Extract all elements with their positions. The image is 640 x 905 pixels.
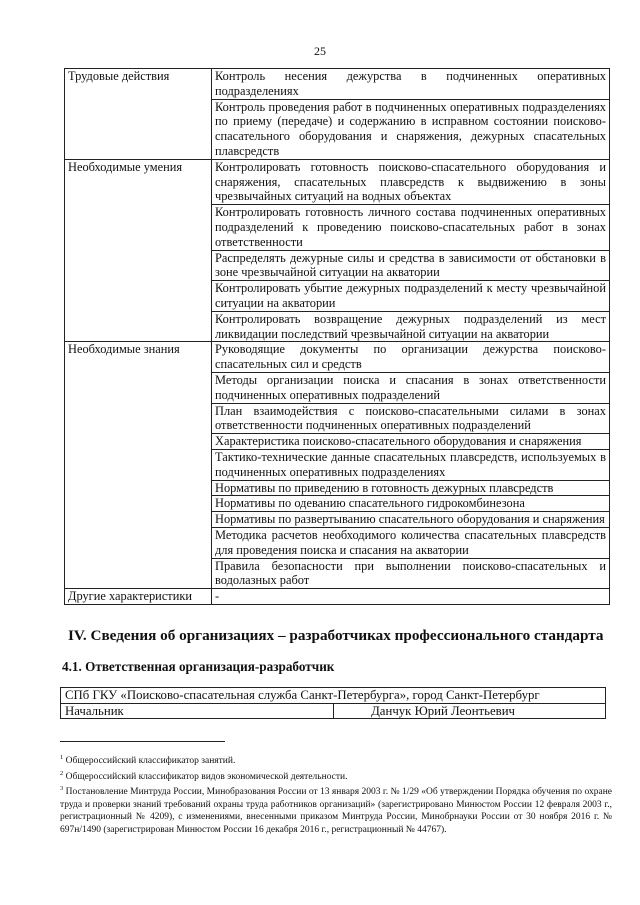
footnote-mark: 1 [60,754,64,761]
table-row [65,159,610,204]
row-category-label: Необходимые знания [65,342,212,589]
table-row [65,342,610,373]
row-category-label: Необходимые умения [65,159,212,342]
table-row [65,69,610,100]
row-item-text: Нормативы по приведению в готовность дежурных плавсредств [212,480,610,496]
developer-organization-table [60,687,606,719]
row-item-text: Методы организации поиска и спасания в зонах ответственности подчиненных оперативных подразделений [212,372,610,403]
footnote-mark: 2 [60,769,64,777]
row-item-text: Нормативы по развертыванию спасательного оборудования и снаряжения [212,512,610,528]
footnote-text: Общероссийский классификатор занятий. [65,756,236,767]
row-item-text: Контролировать готовность личного состава подчиненных оперативных подразделений к проведению поисково-спасательных работ в зонах ответственности [212,205,610,250]
row-item-text: Руководящие документы по организации дежурства поисково-спасательных сил и средств [212,342,610,373]
row-item-text: План взаимодействия с поисково-спасательными силами в зонах ответственности подчиненных оперативных подразделений [212,403,610,434]
footnote [60,768,612,784]
row-category-label: Другие характеристики [65,589,212,605]
row-item-text: Нормативы по одеванию спасательного гидрокомбинезона [212,496,610,512]
competency-table-body [65,69,610,605]
footnote [60,752,612,768]
row-item-text: Контролировать возвращение дежурных подразделений из мест ликвидации последствий чрезвычайной ситуации на акватории [212,311,610,342]
row-item-text: Контроль проведения работ в подчиненных оперативных подразделениях по приему (передаче) и содержанию в исправном состоянии поисково-спасательного оборудования и снаряжения, дежурных спасательных плавсредств [212,99,610,159]
row-item-text: Методика расчетов необходимого количества спасательных плавсредств для проведения поиска и спасания на акватории [212,527,610,558]
row-item-text: - [212,589,610,605]
row-item-text: Распределять дежурные силы и средства в зависимости от обстановки в зоне чрезвычайной ситуации на акватории [212,250,610,281]
footnote-text: Постановление Минтруда России, Минобразования России от 13 января 2003 г. № 1/29 «Об утверждении Порядка обучения по охране труда и проверки знаний требований охраны труда работников организаций» (зарегистрировано Минюстом России 12 февраля 2003 г., регистрационный № 4209), с изменениями, внесенными приказом Минтруда России, Минобрнауки России от 30 ноября 2016 г. № 697н/1490 (зарегистрирован Минюстом России 16 декабря 2016 г., регистрационный № 44767). [60,787,612,835]
row-item-text: Контролировать убытие дежурных подразделений к месту чрезвычайной ситуации на акватории [212,281,610,312]
org-name: СПб ГКУ «Поисково-спасательная служба Санкт-Петербурга», город Санкт-Петербург [61,688,606,704]
competency-table [64,68,610,605]
signatory-position: Начальник [61,703,334,719]
footnote-text: Общероссийский классификатор видов экономической деятельности. [65,771,348,782]
footnote-mark: 3 [60,785,64,793]
footnote [60,783,612,836]
page-number: 25 [314,44,326,58]
row-item-text: Контролировать готовность поисково-спасательного оборудования и снаряжения, спасательных плавсредств к выдвижению в зоны чрезвычайных ситуаций на водных объектах [212,159,610,204]
footnote-separator [60,741,225,742]
subsection-heading: 4.1. Ответственная организация-разработчик [62,659,335,674]
row-item-text: Правила безопасности при выполнении поисково-спасательных и водолазных работ [212,558,610,589]
section-heading: IV. Сведения об организациях – разработчиках профессионального стандарта [68,627,604,644]
row-category-label: Трудовые действия [65,69,212,160]
row-item-text: Тактико-технические данные спасательных плавсредств, используемых в подчиненных оперативных подразделениях [212,449,610,480]
org-signatory-row [61,703,606,719]
org-name-row [61,688,606,704]
footnotes [60,752,612,836]
row-item-text: Характеристика поисково-спасательного оборудования и снаряжения [212,434,610,450]
table-row [65,589,610,605]
row-item-text: Контроль несения дежурства в подчиненных оперативных подразделениях [212,69,610,100]
signatory-name: Данчук Юрий Леонтьевич [333,703,606,719]
